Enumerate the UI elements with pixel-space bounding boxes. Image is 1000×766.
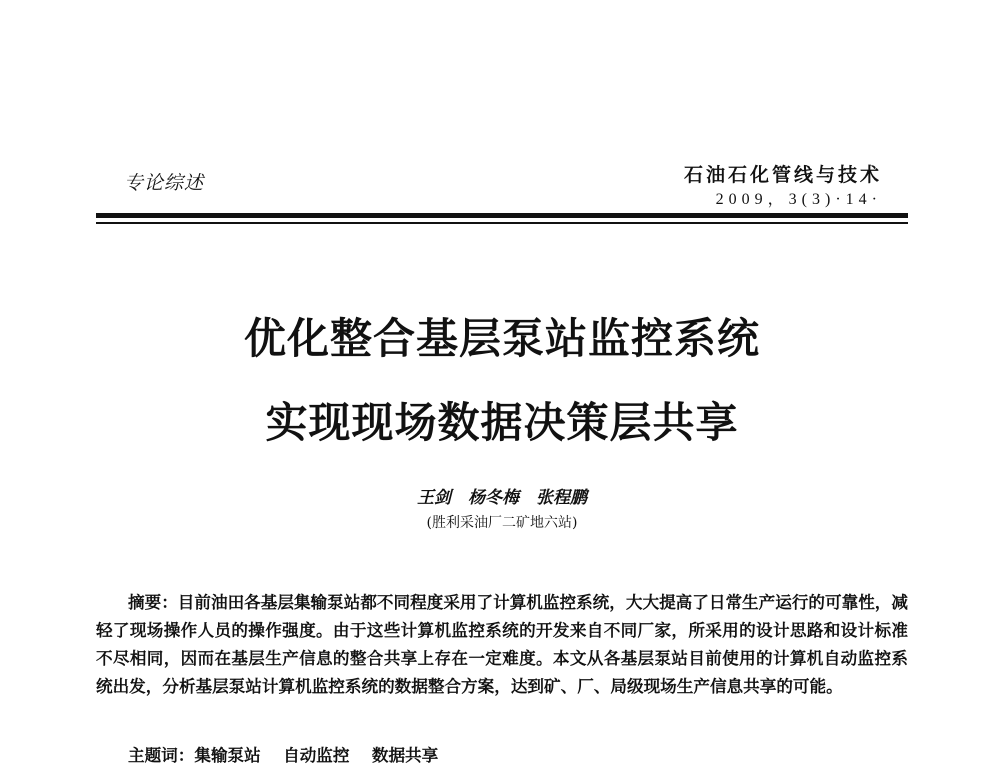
title-line-1: 优化整合基层泵站监控系统 — [243, 314, 760, 363]
issue-info: 2009，3(3)·14· — [715, 191, 882, 208]
header-rule-thick — [96, 213, 908, 218]
journal-name: 石油石化管线与技术 — [683, 164, 882, 186]
title-line-2: 实现现场数据决策层共享 — [265, 398, 739, 447]
keywords: 主题词：集输泵站 自动监控 数据共享 — [128, 745, 439, 765]
affiliation: (胜利采油厂二矿地六站) — [426, 515, 578, 531]
section-label: 专论综述 — [124, 172, 205, 194]
abstract: 摘要：目前油田各基层集输泵站都不同程度采用了计算机监控系统，大大提高了日常生产运行的可靠性，减轻了现场操作人员的操作强度。由于这些计算机监控系统的开发来自不同厂家，所采用的设计思路和设计标准不尽相同，因而在基层生产信息的整合共享上存在一定难度。本文从各基层泵站目前使用的计算机自动监控系统出发，分析基层泵站计算机监控系统的数据整合方案，达到矿、厂、局级现场生产信息共享的可能。 — [96, 592, 908, 696]
header-rule-thin — [96, 222, 908, 224]
authors: 王剑 杨冬梅 张程鹏 — [417, 488, 587, 508]
